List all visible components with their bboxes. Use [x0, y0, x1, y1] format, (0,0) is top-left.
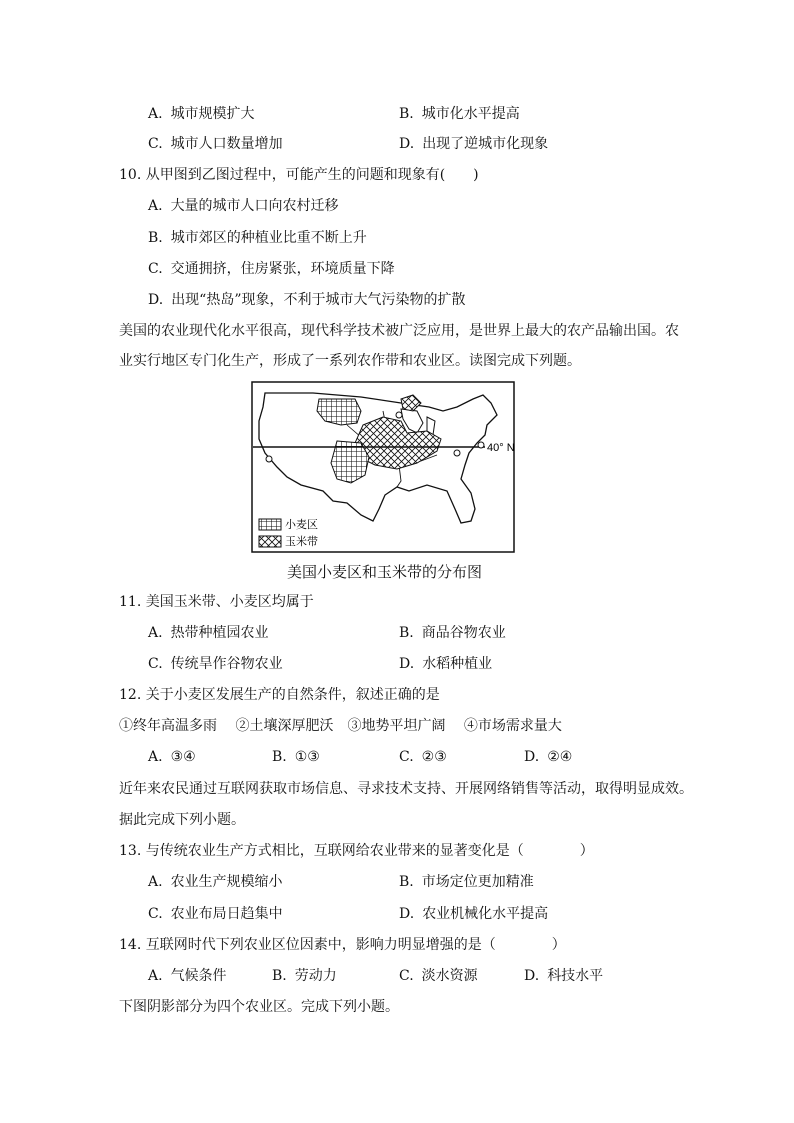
- option-label: A.: [148, 198, 163, 214]
- q11-option-a: [148, 624, 269, 642]
- passage-line: 业实行地区专门化生产，形成了一系列农作带和农业区。读图完成下列题。: [119, 353, 581, 369]
- map-caption: 美国小麦区和玉米带的分布图: [287, 563, 483, 581]
- q13-stem: 13. 与传统农业生产方式相比，互联网给农业带来的显著变化是（ ）: [119, 843, 594, 859]
- option-label: D.: [399, 136, 415, 152]
- option-text: 农业生产规模缩小: [170, 874, 283, 890]
- option-label: A.: [148, 749, 163, 765]
- option-label: B.: [399, 874, 414, 890]
- q12-option-d: [524, 748, 572, 766]
- option-label: C.: [399, 749, 414, 765]
- latitude-label: 40° N: [487, 442, 515, 454]
- q10-option-b: [148, 229, 367, 247]
- option-text: 科技水平: [547, 968, 604, 984]
- q9-option-c: [148, 135, 283, 153]
- q10-option-a: [148, 197, 339, 215]
- q14-option-b: [272, 967, 337, 985]
- option-text: 农业布局日趋集中: [170, 906, 283, 922]
- q14-option-c: [399, 967, 478, 985]
- q9-option-b: [399, 105, 520, 123]
- option-text: ③④: [170, 749, 196, 765]
- option-label: C.: [148, 261, 163, 277]
- q12-option-a: [148, 748, 196, 766]
- passage-line: 下图阴影部分为四个农业区。完成下列小题。: [119, 999, 399, 1015]
- city-dot: [396, 412, 402, 418]
- city-dot: [478, 442, 484, 448]
- q11-option-d: [399, 655, 492, 673]
- passage-line: 美国的农业现代化水平很高，现代科学技术被广泛应用，是世界上最大的农产品输出国。农: [119, 323, 679, 339]
- option-label: D.: [524, 968, 540, 984]
- option-text: 城市郊区的种植业比重不断上升: [170, 230, 367, 246]
- option-label: C.: [148, 906, 163, 922]
- q10-stem: 10. 从甲图到乙图过程中，可能产生的问题和现象有( ): [119, 167, 479, 183]
- q14-option-a: [148, 967, 227, 985]
- option-label: A.: [148, 874, 163, 890]
- option-label: B.: [399, 106, 414, 122]
- option-label: B.: [272, 968, 287, 984]
- option-text: 交通拥挤，住房紧张，环境质量下降: [170, 261, 395, 277]
- q10-option-d: [148, 291, 466, 309]
- option-label: D.: [399, 656, 415, 672]
- option-text: 传统旱作谷物农业: [170, 656, 283, 672]
- option-text: 出现了逆城市化现象: [422, 136, 549, 152]
- q13-option-a: [148, 873, 283, 891]
- option-text: 淡水资源: [421, 968, 478, 984]
- option-label: A.: [148, 968, 163, 984]
- q11-option-b: [399, 624, 506, 642]
- option-label: A.: [148, 106, 163, 122]
- option-label: C.: [148, 136, 163, 152]
- q11-option-c: [148, 655, 283, 673]
- q12-stem: 12. 关于小麦区发展生产的自然条件，叙述正确的是: [119, 687, 440, 703]
- option-label: B.: [148, 230, 163, 246]
- wheat-legend-label: 小麦区: [285, 518, 318, 531]
- q13-option-b: [399, 873, 534, 891]
- option-label: B.: [399, 625, 414, 641]
- q12-conditions: ①终年高温多雨 ②土壤深厚肥沃 ③地势平坦广阔 ④市场需求量大: [119, 718, 562, 734]
- us-agriculture-map: [251, 381, 515, 553]
- q13-option-c: [148, 905, 283, 923]
- q12-option-c: [399, 748, 447, 766]
- city-dot: [266, 456, 272, 462]
- option-text: ①③: [294, 749, 320, 765]
- option-label: C.: [399, 968, 414, 984]
- option-label: A.: [148, 625, 163, 641]
- option-text: 水稻种植业: [422, 656, 493, 672]
- option-text: 劳动力: [294, 968, 337, 984]
- corn-legend-swatch: [259, 536, 281, 547]
- option-text: 气候条件: [170, 968, 227, 984]
- option-label: D.: [524, 749, 540, 765]
- q9-option-a: [148, 105, 255, 123]
- corn-legend-label: 玉米带: [285, 535, 318, 548]
- city-dot: [454, 450, 460, 456]
- passage-line: 据此完成下列小题。: [119, 812, 245, 828]
- option-text: 热带种植园农业: [170, 625, 269, 641]
- q14-option-d: [524, 967, 603, 985]
- q11-stem: 11. 美国玉米带、小麦区均属于: [119, 594, 314, 610]
- option-text: ②③: [421, 749, 447, 765]
- q12-option-b: [272, 748, 320, 766]
- option-text: 农业机械化水平提高: [422, 906, 549, 922]
- passage-line: 近年来农民通过互联网获取市场信息、寻求技术支持、开展网络销售等活动，取得明显成效。: [119, 781, 693, 797]
- option-label: D.: [399, 906, 415, 922]
- option-label: C.: [148, 656, 163, 672]
- q14-stem: 14. 互联网时代下列农业区位因素中，影响力明显增强的是（ ）: [119, 937, 566, 953]
- wheat-legend-swatch: [259, 519, 281, 530]
- option-text: ②④: [547, 749, 573, 765]
- option-text: 市场定位更加精准: [421, 874, 534, 890]
- q13-option-d: [399, 905, 548, 923]
- option-label: B.: [272, 749, 287, 765]
- option-text: 大量的城市人口向农村迁移: [170, 198, 339, 214]
- option-text: 城市人口数量增加: [170, 136, 283, 152]
- option-text: 商品谷物农业: [421, 625, 506, 641]
- option-text: 城市化水平提高: [421, 106, 520, 122]
- q9-option-d: [399, 135, 548, 153]
- option-text: 城市规模扩大: [170, 106, 255, 122]
- option-label: D.: [148, 292, 164, 308]
- option-text: 出现“热岛”现象，不利于城市大气污染物的扩散: [171, 292, 466, 308]
- q10-option-c: [148, 260, 395, 278]
